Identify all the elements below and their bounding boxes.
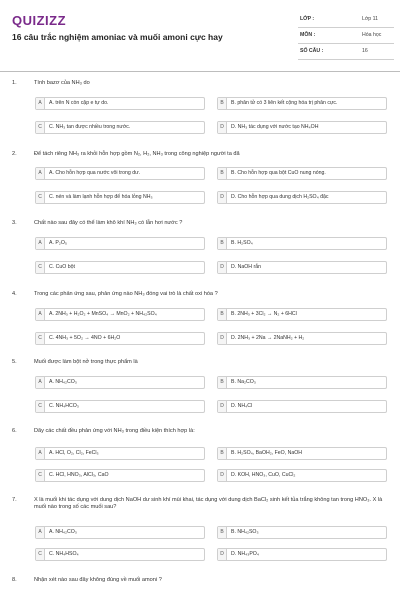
option-b[interactable] (217, 447, 387, 460)
option-text: B. Cho hỗn hợp qua bột CuO nung nóng. (231, 170, 326, 176)
option-a[interactable] (35, 237, 205, 250)
option-text: A. Cho hỗn hợp qua nước vôi trong dư. (49, 170, 141, 176)
meta-row-subject (298, 28, 394, 44)
option-b[interactable] (217, 308, 387, 321)
meta-label: LỚP : (300, 16, 315, 22)
option-letter: B (218, 168, 227, 179)
option-a[interactable] (35, 308, 205, 321)
meta-label: SỐ CÂU : (300, 48, 324, 54)
option-text: A. trên N còn cặp e tự do. (49, 100, 109, 106)
question-number: 5. (12, 359, 17, 365)
option-text: C. HCl, HNO₃, AlCl₃, CaO (49, 472, 109, 478)
option-text: C. NH₃ tan được nhiều trong nước. (49, 124, 131, 130)
option-text: C. NH₄HCO₃ (49, 403, 79, 409)
option-letter: C (36, 401, 45, 412)
option-text: C. NH₄HSO₄ (49, 551, 79, 557)
option-c[interactable] (35, 261, 205, 274)
option-letter: A (36, 98, 45, 109)
question-number: 7. (12, 497, 17, 503)
option-d[interactable] (217, 121, 387, 134)
option-letter: B (218, 448, 227, 459)
option-letter: A (36, 309, 45, 320)
option-text: C. 4NH₃ + 5O₂ → 4NO + 6H₂O (49, 335, 121, 341)
document-title: 16 câu trắc nghiệm amoniac và muối amoni cực hay (12, 32, 223, 42)
option-text: B. NH₄₂SO₃ (231, 529, 259, 535)
meta-value: Hóa học (362, 32, 382, 38)
option-c[interactable] (35, 332, 205, 345)
option-text: B. H₂SO₄, BaOH₂, FeO, NaOH (231, 450, 303, 456)
meta-value: 16 (362, 48, 368, 54)
option-letter: A (36, 527, 45, 538)
question-text: X là muối khi tác dụng với dung dịch NaOH dư sinh khí mùi khai, tác dụng với dung dịch BaCl₂ sinh kết tủa trắng không tan trong HNO₃. X là muối nào trong số các muối sau? (34, 497, 383, 510)
option-letter: C (36, 470, 45, 481)
option-text: D. 2NH₃ + 2Na → 2NaNH₂ + H₂ (231, 335, 305, 341)
option-letter: D (218, 401, 227, 412)
option-text: D. Cho hỗn hợp qua dung dịch H₂SO₄ đặc (231, 194, 329, 200)
option-letter: A (36, 377, 45, 388)
option-letter: B (218, 98, 227, 109)
option-text: A. HCl, O₂, Cl₂, FeCl₃ (49, 450, 99, 456)
question-number: 6. (12, 428, 17, 434)
quizizz-logo: QUIZIZZ (12, 13, 67, 28)
option-letter: B (218, 377, 227, 388)
worksheet-header (0, 0, 400, 72)
option-d[interactable] (217, 261, 387, 274)
option-letter: A (36, 238, 45, 249)
option-b[interactable] (217, 526, 387, 539)
option-letter: A (36, 168, 45, 179)
option-letter: B (218, 238, 227, 249)
option-a[interactable] (35, 97, 205, 110)
option-d[interactable] (217, 191, 387, 204)
option-letter: D (218, 549, 227, 560)
question-text: Chất nào sau đây có thể làm khô khí NH₃ có lẫn hơi nước ? (34, 220, 183, 226)
option-b[interactable] (217, 237, 387, 250)
option-text: B. Na₂CO₃ (231, 379, 256, 385)
option-c[interactable] (35, 469, 205, 482)
option-letter: C (36, 192, 45, 203)
meta-label: MÔN : (300, 32, 316, 38)
meta-row-class (298, 12, 394, 28)
option-text: C. CuO bột (49, 264, 75, 270)
question-number: 2. (12, 151, 17, 157)
option-text: B. 2NH₃ + 3Cl₂ → N₂ + 6HCl (231, 311, 297, 317)
meta-table (298, 12, 394, 60)
option-a[interactable] (35, 447, 205, 460)
option-text: A. NH₄₂CO₃ (49, 379, 77, 385)
question-text: Tính bazơ của NH₃ do (34, 80, 90, 86)
option-a[interactable] (35, 167, 205, 180)
option-d[interactable] (217, 469, 387, 482)
option-letter: D (218, 192, 227, 203)
option-text: A. P₂O₅ (49, 240, 67, 246)
option-letter: C (36, 333, 45, 344)
question-number: 8. (12, 577, 17, 583)
option-text: D. NH₄₃PO₄ (231, 551, 259, 557)
question-text: Dãy các chất đều phản ứng với NH₃ trong điều kiện thích hợp là: (34, 428, 195, 434)
question-number: 1. (12, 80, 17, 86)
option-text: D. NaOH rắn (231, 264, 261, 270)
option-letter: C (36, 549, 45, 560)
question-number: 4. (12, 291, 17, 297)
meta-value: Lớp 11 (362, 16, 378, 22)
option-d[interactable] (217, 332, 387, 345)
option-b[interactable] (217, 376, 387, 389)
option-text: B. phân tử có 3 liên kết cộng hóa trị phân cực. (231, 100, 338, 106)
option-c[interactable] (35, 548, 205, 561)
option-letter: C (36, 122, 45, 133)
option-c[interactable] (35, 121, 205, 134)
meta-row-count (298, 44, 394, 60)
option-a[interactable] (35, 376, 205, 389)
option-b[interactable] (217, 167, 387, 180)
option-letter: D (218, 470, 227, 481)
option-b[interactable] (217, 97, 387, 110)
question-text: Để tách riêng NH₃ ra khỏi hỗn hợp gồm N₂, H₂, NH₃ trong công nghiệp người ta đã (34, 151, 240, 157)
question-number: 3. (12, 220, 17, 226)
option-text: D. NH₃ tác dụng với nước tạo NH₄OH (231, 124, 319, 130)
option-text: C. nén và làm lạnh hỗn hợp để hóa lỏng NH₃ (49, 194, 153, 200)
option-letter: D (218, 122, 227, 133)
option-c[interactable] (35, 191, 205, 204)
option-letter: B (218, 527, 227, 538)
question-text: Trong các phản ứng sau, phản ứng nào NH₃ đóng vai trò là chất oxi hóa ? (34, 291, 218, 297)
option-a[interactable] (35, 526, 205, 539)
option-text: D. KOH, HNO₃, CuO, CuCl₂ (231, 472, 296, 478)
question-text: Nhận xét nào sau đây không đúng về muối amoni ? (34, 577, 162, 583)
option-letter: D (218, 262, 227, 273)
option-text: A. 2NH₃ + H₂O₂ + MnSO₄ → MnO₂ + NH₄₂SO₄ (49, 311, 157, 317)
option-text: A. NH₄₂CO₃ (49, 529, 77, 535)
option-text: B. H₂SO₄ (231, 240, 253, 246)
option-d[interactable] (217, 548, 387, 561)
option-text: D. NH₄Cl (231, 403, 253, 409)
option-letter: A (36, 448, 45, 459)
option-letter: B (218, 309, 227, 320)
option-letter: D (218, 333, 227, 344)
option-d[interactable] (217, 400, 387, 413)
option-c[interactable] (35, 400, 205, 413)
option-letter: C (36, 262, 45, 273)
question-text: Muối được làm bột nở trong thực phẩm là (34, 359, 138, 365)
